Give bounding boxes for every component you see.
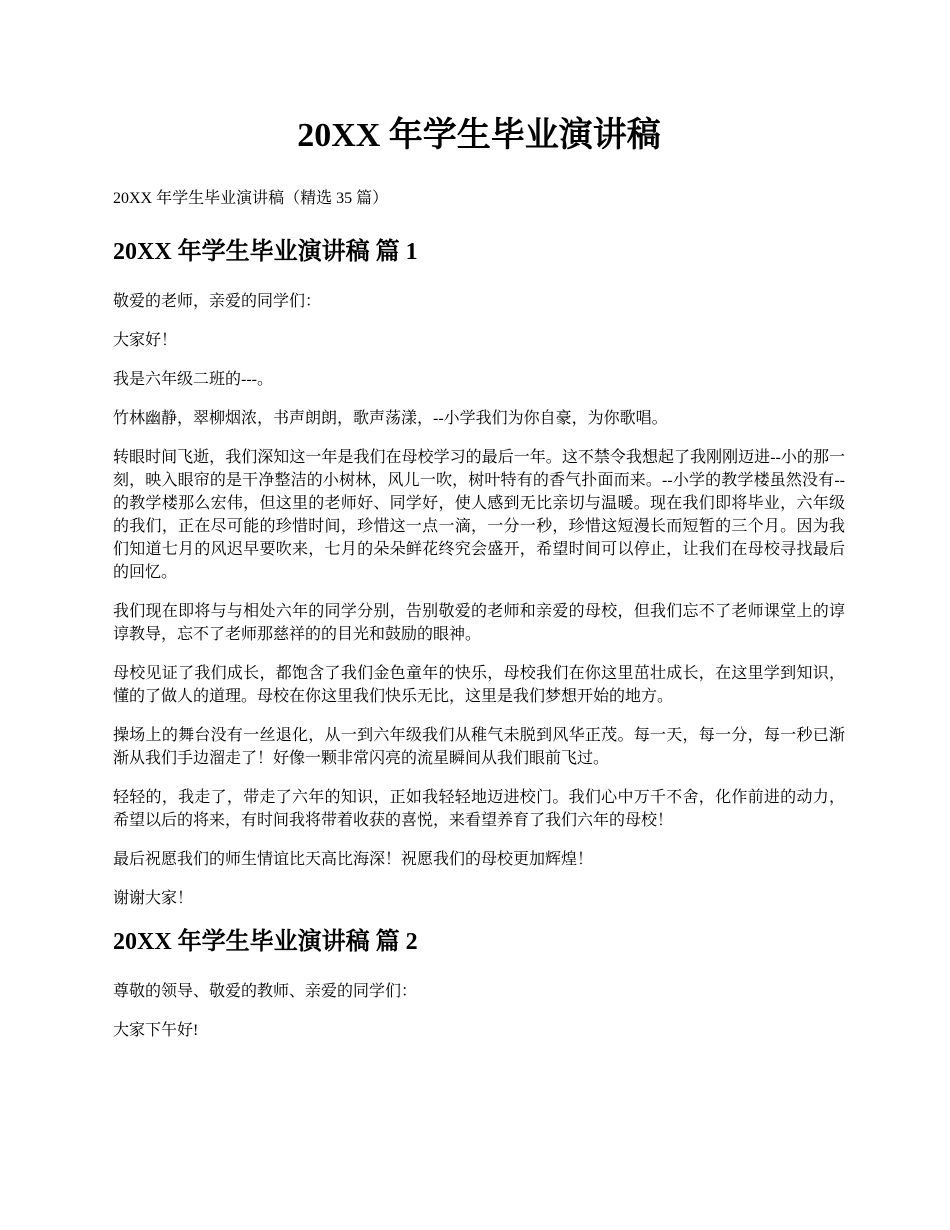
paragraph: 敬爱的老师，亲爱的同学们： — [113, 293, 322, 310]
paragraph: 转眼时间飞逝，我们深知这一年是我们在母校学习的最后一年。这不禁令我想起了我刚刚迈进--小的那一刻，映入眼帘的是干净整洁的小树林，风儿一吹，树叶特有的香气扑面而来。--小学的教学楼虽然没有--的教学楼那么宏伟，但这里的老师好、同学好，使人感到无比亲切与温暖。现在我们即将毕业，六年级的我们，正在尽可能的珍惜时间，珍惜这一点一滴，一分一秒，珍惜这短漫长而短暂的三个月。因为我们知道七月的风迟早要吹来，七月的朵朵鲜花终究会盛开，希望时间可以停止，让我们在母校寻找最后的回忆。 — [113, 449, 845, 581]
document-title: 20XX 年学生毕业演讲稿 — [297, 117, 661, 154]
document-subtitle: 20XX 年学生毕业演讲稿（精选 35 篇） — [113, 190, 389, 207]
paragraph: 轻轻的，我走了，带走了六年的知识，正如我轻轻地迈进校门。我们心中万千不舍，化作前进的动力，希望以后的将来，有时间我将带着收获的喜悦，来看望养育了我们六年的母校！ — [113, 789, 845, 829]
paragraph: 我是六年级二班的---。 — [113, 371, 273, 388]
paragraph: 谢谢大家！ — [113, 890, 194, 907]
paragraph: 尊敬的领导、敬爱的教师、亲爱的同学们： — [113, 983, 418, 1000]
section-heading-2: 20XX 年学生毕业演讲稿 篇 2 — [113, 929, 418, 955]
paragraph: 大家好！ — [113, 332, 178, 349]
paragraph: 我们现在即将与与相处六年的同学分别，告别敬爱的老师和亲爱的母校，但我们忘不了老师课堂上的谆谆教导，忘不了老师那慈祥的的目光和鼓励的眼神。 — [113, 603, 845, 643]
paragraph: 操场上的舞台没有一丝退化，从一到六年级我们从稚气未脱到风华正茂。每一天，每一分，每一秒已渐渐从我们手边溜走了！好像一颗非常闪亮的流星瞬间从我们眼前飞过。 — [113, 727, 845, 767]
paragraph: 母校见证了我们成长，都饱含了我们金色童年的快乐，母校我们在你这里茁壮成长，在这里学到知识，懂的了做人的道理。母校在你这里我们快乐无比，这里是我们梦想开始的地方。 — [113, 665, 845, 705]
paragraph: 大家下午好! — [113, 1022, 199, 1039]
paragraph: 竹林幽静，翠柳烟浓，书声朗朗，歌声荡漾，--小学我们为你自豪，为你歌唱。 — [113, 410, 668, 427]
paragraph: 最后祝愿我们的师生情谊比天高比海深！祝愿我们的母校更加辉煌！ — [113, 851, 594, 868]
section-heading-1: 20XX 年学生毕业演讲稿 篇 1 — [113, 239, 418, 265]
